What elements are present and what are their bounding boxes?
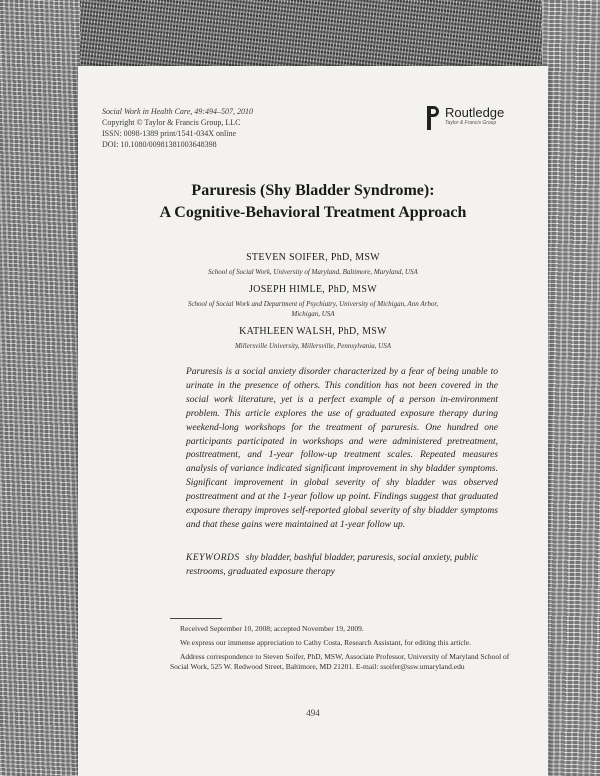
publisher-block	[426, 106, 504, 130]
author-name-1: STEVEN SOIFER, PhD, MSW	[246, 252, 380, 263]
article-title-line1: Paruresis (Shy Bladder Syndrome):	[191, 182, 435, 199]
journal-citation: Social Work in Health Care, 49:494–507, 2010	[102, 107, 253, 116]
journal-issn: ISSN: 0098-1389 print/1541-034X online	[102, 129, 236, 138]
keywords-block	[186, 552, 498, 580]
publisher-subtitle: Taylor & Francis Group	[445, 120, 497, 126]
article-title-line2: A Cognitive-Behavioral Treatment Approach	[159, 204, 467, 221]
footnote-acknowledgment: We express our immense appreciation to Cathy Costa, Research Assistant, for editing this article.	[180, 638, 471, 647]
footnote-received: Received September 10, 2008; accepted November 19, 2009.	[180, 624, 364, 633]
scan-right-edge	[542, 0, 600, 776]
author-affiliation-2-line1: School of Social Work and Department of Psychiatry, University of Michigan, Ann Arbor,	[187, 300, 439, 308]
keywords-text: shy bladder, bashful bladder, paruresis, social anxiety, public restrooms, graduated exposure therapy	[186, 553, 479, 577]
author-affiliation-2-line2: Michigan, USA	[291, 310, 335, 318]
author-name-2: JOSEPH HIMLE, PhD, MSW	[248, 284, 377, 295]
author-affiliation-1: School of Social Work, University of Maryland, Baltimore, Maryland, USA	[208, 268, 418, 276]
journal-doi: DOI: 10.1080/00981381003648398	[102, 140, 217, 149]
routledge-logo-icon	[426, 106, 440, 130]
abstract-text: Paruresis is a social anxiety disorder characterized by a fear of being unable to urinate in the presence of others. This condition has not been covered in the social work literature, yet is a perfect example of a person in-environment problem. This article explores the use of graduated exposure therapy during weekend-long workshops for the treatment of paruresis. One hundred one participants participated in workshops and were administered pretreatment, posttreatment, and 1-year follow-up treatment scales. Repeated measures analysis of variance indicated significant improvement in shy bladder symptoms. Significant improvement in global severity of shy bladder was observed posttreatment and at the 1-year follow up point. Findings suggest that graduated exposure therapy improves self-reported global severity of shy bladder symptoms and that these gains were maintained at 1-year follow up.	[186, 367, 498, 530]
footnote-divider	[170, 618, 222, 619]
page-number: 494	[306, 708, 320, 718]
author-affiliation-3: Millersville University, Millersville, Pennsylvania, USA	[234, 342, 392, 350]
publisher-name: Routledge	[445, 105, 505, 120]
author-name-3: KATHLEEN WALSH, PhD, MSW	[239, 326, 387, 337]
keywords-label: KEYWORDS	[186, 553, 240, 563]
journal-copyright: Copyright © Taylor & Francis Group, LLC	[102, 118, 241, 127]
footnotes	[170, 624, 514, 676]
document-page	[78, 66, 548, 776]
scan-left-edge	[0, 0, 80, 776]
footnote-correspondence: Address correspondence to Steven Soifer, PhD, MSW, Associate Professor, University of Maryland School of Social Work, 525 W. Redwood Street, Baltimore, MD 21201. E-mail: ssoifer@ssw.umaryland.edu	[170, 652, 510, 671]
journal-info	[102, 106, 362, 150]
